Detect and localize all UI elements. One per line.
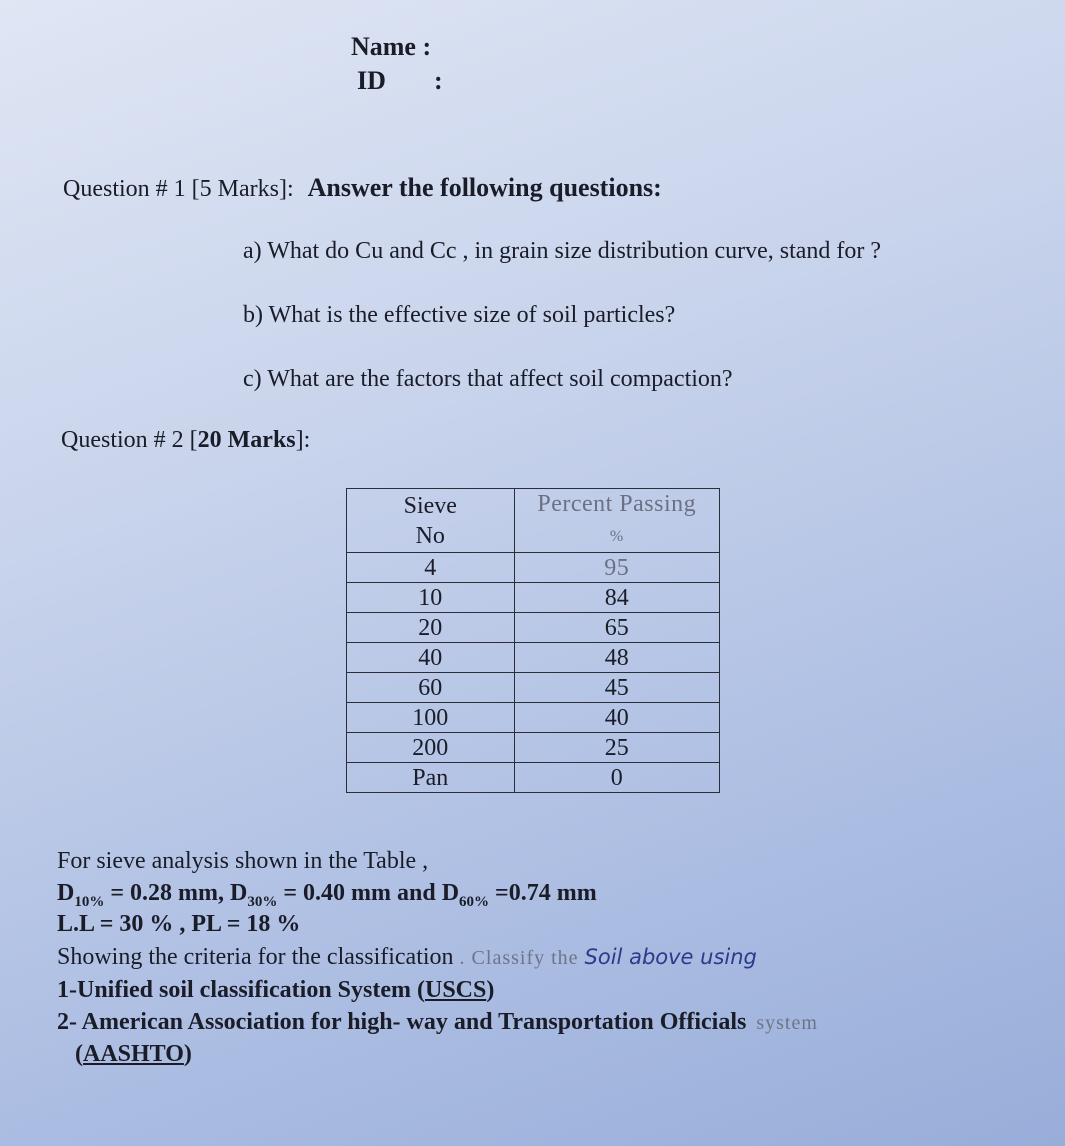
- passing-header-line1: Percent Passing: [537, 491, 697, 517]
- uscs-abbr: USCS: [424, 977, 487, 1003]
- id-colon: :: [434, 66, 443, 95]
- question-1-heading: [63, 173, 662, 203]
- aashto-abbr-line: [75, 1041, 192, 1068]
- passing-cell: 45: [514, 673, 719, 703]
- passing-cell: 95: [514, 553, 719, 583]
- sieve-cell: 60: [347, 673, 515, 703]
- passing-cell: 25: [514, 733, 719, 763]
- sieve-cell: 100: [347, 703, 515, 733]
- d10-label: D: [57, 880, 75, 906]
- table-row: [347, 613, 720, 643]
- sieve-cell: Pan: [347, 763, 515, 793]
- sieve-cell: 200: [347, 733, 515, 763]
- question-1-instruction: Answer the following questions:: [307, 173, 662, 202]
- question-1a: a) What do Cu and Cc , in grain size distribution curve, stand for ?: [243, 238, 882, 264]
- table-row: [347, 733, 720, 763]
- sieve-analysis-intro: For sieve analysis shown in the Table ,: [57, 848, 429, 874]
- percent-passing-header: [514, 489, 719, 553]
- table-row: [347, 703, 720, 733]
- uscs-prefix: 1-Unified soil classification System (: [57, 977, 425, 1003]
- table-row: [347, 553, 720, 583]
- handwritten-note: Soil above using: [584, 945, 757, 969]
- d30-value: = 0.40 mm and D: [277, 880, 460, 906]
- sieve-cell: 40: [347, 643, 515, 673]
- table-row: [347, 763, 720, 793]
- d10-subscript: 10%: [74, 893, 105, 910]
- question-1-number: Question # 1 [5 Marks]:: [63, 176, 294, 202]
- d30-subscript: 30%: [247, 893, 278, 910]
- table-header-row: [347, 489, 720, 553]
- uscs-suffix: ): [486, 977, 495, 1003]
- sieve-header-line2: No: [415, 522, 445, 549]
- atterberg-limits: L.L = 30 % , PL = 18 %: [57, 911, 301, 937]
- aashto-open: (: [75, 1041, 83, 1067]
- aashto-faint-text: system: [756, 1012, 818, 1034]
- aashto-abbr: AASHTO: [83, 1041, 184, 1067]
- question-2-marks: 20 Marks: [197, 427, 296, 453]
- sieve-header-line1: Sieve: [403, 492, 457, 519]
- question-1b: b) What is the effective size of soil particles?: [243, 302, 676, 328]
- d-values-line: [57, 880, 597, 911]
- table-row: [347, 583, 720, 613]
- sieve-analysis-table: [346, 488, 720, 793]
- passing-cell: 40: [514, 703, 719, 733]
- id-label: ID: [357, 66, 386, 95]
- passing-cell: 84: [514, 583, 719, 613]
- criteria-line: [57, 944, 757, 971]
- question-2-prefix: Question # 2 [: [61, 427, 198, 453]
- aashto-close: ): [183, 1041, 192, 1067]
- question-2-suffix: ]:: [295, 427, 311, 453]
- sieve-no-header: [347, 489, 515, 553]
- passing-header-line2: %: [609, 528, 624, 545]
- d10-value: = 0.28 mm, D: [104, 880, 248, 906]
- aashto-text: 2- American Association for high- way and Transportation Officials: [57, 1009, 747, 1035]
- passing-cell: 0: [514, 763, 719, 793]
- uscs-line: [57, 977, 494, 1004]
- question-2-heading: [61, 427, 310, 454]
- table-row: [347, 643, 720, 673]
- passing-cell: 65: [514, 613, 719, 643]
- sieve-cell: 4: [347, 553, 515, 583]
- aashto-line: [57, 1009, 818, 1036]
- criteria-text: Showing the criteria for the classification: [57, 944, 454, 970]
- d60-subscript: 60%: [459, 893, 490, 910]
- sieve-cell: 10: [347, 583, 515, 613]
- question-1c: c) What are the factors that affect soil compaction?: [243, 366, 733, 392]
- criteria-faint-text: . Classify the: [453, 947, 585, 969]
- passing-cell: 48: [514, 643, 719, 673]
- table-row: [347, 673, 720, 703]
- d60-value: =0.74 mm: [489, 880, 597, 906]
- sieve-cell: 20: [347, 613, 515, 643]
- name-label: Name :: [351, 32, 432, 61]
